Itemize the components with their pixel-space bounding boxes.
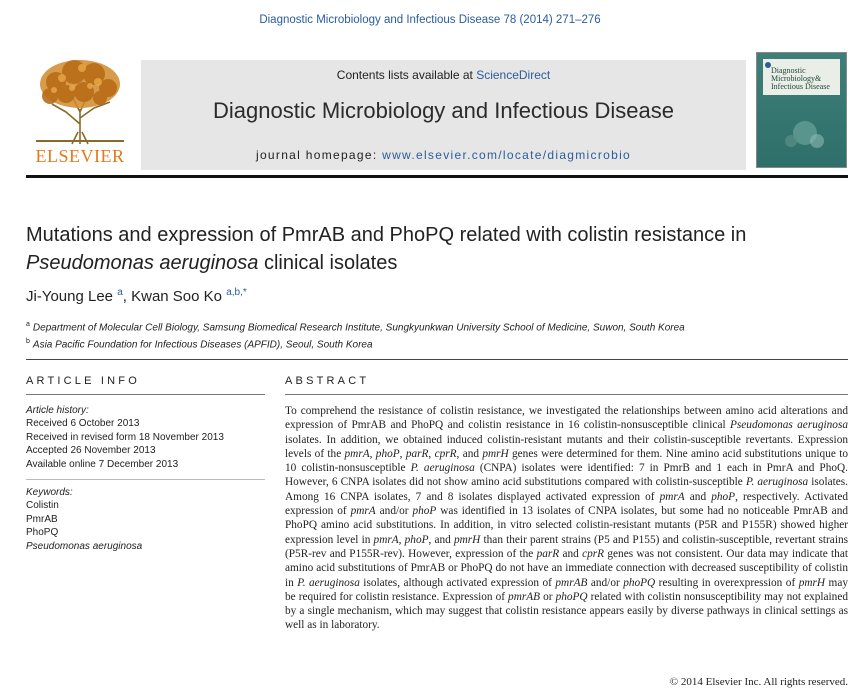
cover-title-2: Microbiology: [771, 74, 815, 83]
abstract-text-segment: and/or: [587, 576, 624, 589]
keyword: PhoPQ: [26, 527, 59, 539]
abstract-italic-term: pmrA: [350, 505, 376, 518]
elsevier-wordmark: ELSEVIER: [35, 146, 125, 166]
abstract-italic-term: P. aeruginosa: [297, 576, 360, 589]
journal-banner: [141, 60, 746, 170]
abstract-italic-term: pmrAB: [508, 590, 541, 603]
abstract-text-segment: , respectively. Activated expression of: [285, 490, 849, 518]
affiliation-b: [26, 335, 848, 352]
cover-title: [771, 67, 837, 91]
abstract-text-segment: was identified in 13 isolates of CNPA isolates, but some had no noticeable PmrAB and PhoPQ amino acid substitutions. In addition, in vitro selected colistin-resistant mutants (P5R and P155R) showed higher expression level in: [285, 505, 848, 546]
abstract-italic-term: Pseudomonas aeruginosa: [730, 419, 848, 432]
citation-line[interactable]: Diagnostic Microbiology and Infectious Disease 78 (2014) 271–276: [259, 14, 601, 26]
abstract-italic-term: phoP: [412, 505, 437, 518]
article-title-species: Pseudomonas aeruginosa: [26, 252, 259, 274]
keywords-label: Keywords:: [26, 487, 73, 498]
abstract-italic-term: phoP: [404, 533, 429, 546]
homepage-line: [141, 148, 746, 162]
abstract-text-segment: genes were determined for them. Nine amino acid substitutions unique to 10 colistin-nonsusceptible: [285, 447, 848, 475]
keyword: Pseudomonas aeruginosa: [26, 540, 143, 552]
history-item: Accepted 26 November 2013: [26, 445, 156, 457]
abstract-italic-term: cprR: [582, 547, 605, 560]
abstract-body: [285, 404, 848, 633]
abstract-italic-term: pmrA: [659, 490, 685, 503]
abstract-italic-term: phoPQ: [555, 590, 588, 603]
article-title-line2: clinical isolates: [258, 252, 398, 274]
article-title: [26, 221, 848, 277]
elsevier-logo[interactable]: [26, 54, 134, 166]
author-affiliation-mark[interactable]: a,b,*: [226, 287, 247, 298]
cover-image-icon: [767, 111, 837, 157]
abstract-italic-term: pmrA: [373, 533, 399, 546]
abstract-text-segment: may be required for colistin resistance. Expression of: [285, 576, 848, 603]
copyright-notice: © 2014 Elsevier Inc. All rights reserved.: [669, 676, 848, 688]
abstract-text-segment: and: [684, 490, 712, 503]
abstract-heading: ABSTRACT: [285, 375, 370, 387]
homepage-link[interactable]: www.elsevier.com/locate/diagmicrobio: [382, 148, 632, 162]
cover-title-1: Diagnostic: [771, 66, 806, 75]
abstract-text-segment: isolates. In addition, we obtained induced colistin-resistant mutants and their colistin-susceptible revertants. Expression levels of the: [285, 433, 848, 460]
abstract-text-segment: ,: [428, 447, 435, 460]
abstract-text-segment: isolates. Among 16 CNPA isolates, 7 and 8 isolates displayed activated expression of: [285, 476, 848, 503]
cover-title-3: Infectious Disease: [771, 82, 830, 91]
history-item: Received 6 October 2013: [26, 418, 140, 430]
abstract-italic-term: pmrH: [798, 576, 826, 589]
abstract-rule: [285, 394, 848, 395]
abstract-italic-term: pmrH: [482, 447, 509, 460]
abstract-italic-term: pmrH: [453, 533, 481, 546]
homepage-prefix: journal homepage:: [255, 148, 383, 162]
abstract-text-segment: and/or: [375, 505, 413, 518]
keyword: Colistin: [26, 500, 59, 512]
abstract-italic-term: phoPQ: [623, 576, 656, 589]
abstract-italic-term: P. aeruginosa: [410, 462, 475, 475]
abstract-italic-term: phoP: [711, 490, 736, 503]
author-affiliation-mark[interactable]: a: [117, 287, 123, 298]
abstract-italic-term: cprR: [434, 447, 457, 460]
abstract-italic-term: parR: [536, 547, 560, 560]
article-title-line1: Mutations and expression of PmrAB and PhoPQ related with colistin resistance in: [26, 224, 747, 246]
author-list: [26, 287, 247, 305]
article-info-heading: ARTICLE INFO: [26, 375, 140, 387]
abstract-italic-term: pmrA: [344, 447, 370, 460]
keywords-rule: [26, 479, 265, 480]
abstract-text-segment: To comprehend the resistance of colistin resistance, we investigated the relationships between amino acid alterations and expression of PmrAB and PhoPQ and colistin resistance in 16 colistin-nonsusceptible clinical: [285, 405, 848, 432]
history-item: Received in revised form 18 November 2013: [26, 431, 224, 443]
abstract-italic-term: pmrAB: [555, 576, 588, 589]
article-info-rule: [26, 394, 265, 395]
contents-line: [141, 68, 746, 82]
section-rule: [26, 359, 848, 360]
author-separator: ,: [122, 288, 132, 305]
abstract-text-segment: (CNPA) isolates were identified: 7 in PmrB and 1 each in PmrA and PhoQ. However, 6 CNPA isolates did not show amino acid substitutions compared with colistin-susceptible: [285, 462, 848, 489]
affiliation-mark: a: [26, 321, 30, 328]
abstract-text-segment: resulting in overexpression of: [655, 576, 799, 589]
abstract-text-segment: ,: [398, 533, 405, 546]
cover-amp: &: [815, 74, 822, 83]
author-name[interactable]: Ji-Young Lee: [26, 288, 114, 305]
history-label: Article history:: [26, 405, 89, 416]
abstract-italic-term: parR: [405, 447, 429, 460]
affiliation-text: Asia Pacific Foundation for Infectious Diseases (APFID), Seoul, South Korea: [32, 339, 373, 351]
header-rule: [26, 175, 848, 178]
keyword: PmrAB: [26, 513, 58, 525]
journal-masthead: [26, 52, 848, 170]
affiliation-a: [26, 318, 848, 335]
author-name[interactable]: Kwan Soo Ko: [131, 288, 223, 305]
article-history: [26, 404, 265, 471]
journal-cover-thumbnail[interactable]: [756, 52, 847, 168]
abstract-text-segment: or: [540, 590, 556, 603]
affiliation-text: Department of Molecular Cell Biology, Samsung Biomedical Research Institute, Sungkyunkwan University School of Medicine, Suwon, South Korea: [32, 322, 685, 334]
abstract-text-segment: , and: [456, 447, 483, 460]
affiliations: [26, 318, 848, 353]
abstract-text-segment: ,: [399, 447, 406, 460]
elsevier-tree-icon: [26, 54, 134, 146]
affiliation-mark: b: [26, 338, 30, 346]
abstract-text-segment: ,: [369, 447, 376, 460]
history-item: Available online 7 December 2013: [26, 458, 179, 470]
keywords-block: [26, 486, 265, 553]
sciencedirect-link[interactable]: ScienceDirect: [476, 68, 551, 82]
abstract-text-segment: isolates, although activated expression of: [359, 576, 556, 589]
abstract-text-segment: and: [559, 547, 583, 560]
abstract-text-segment: than their parent strains (P5 and P155) and colistin-susceptible, revertant strains (P5R-rev and P155R-rev). However, expression of the: [285, 533, 849, 560]
abstract-text-segment: related with colistin nonsusceptibility may not explained by a single mechanism, which may suggest that colistin resistance appears easily by diverse pathways in clinical settings as well as in laboratory.: [285, 590, 848, 632]
abstract-italic-term: P. aeruginosa: [745, 476, 809, 489]
journal-title[interactable]: Diagnostic Microbiology and Infectious Disease: [212, 98, 674, 123]
contents-prefix: Contents lists available at: [336, 68, 477, 82]
abstract-text-segment: genes was not consistent. Our data may indicate that amino acid substitutions of PmrAB or PhoPQ do not have an immediate connection with decreased susceptibility of colistin in: [285, 547, 848, 589]
abstract-text-segment: , and: [428, 533, 454, 546]
abstract-italic-term: phoP: [375, 447, 400, 460]
